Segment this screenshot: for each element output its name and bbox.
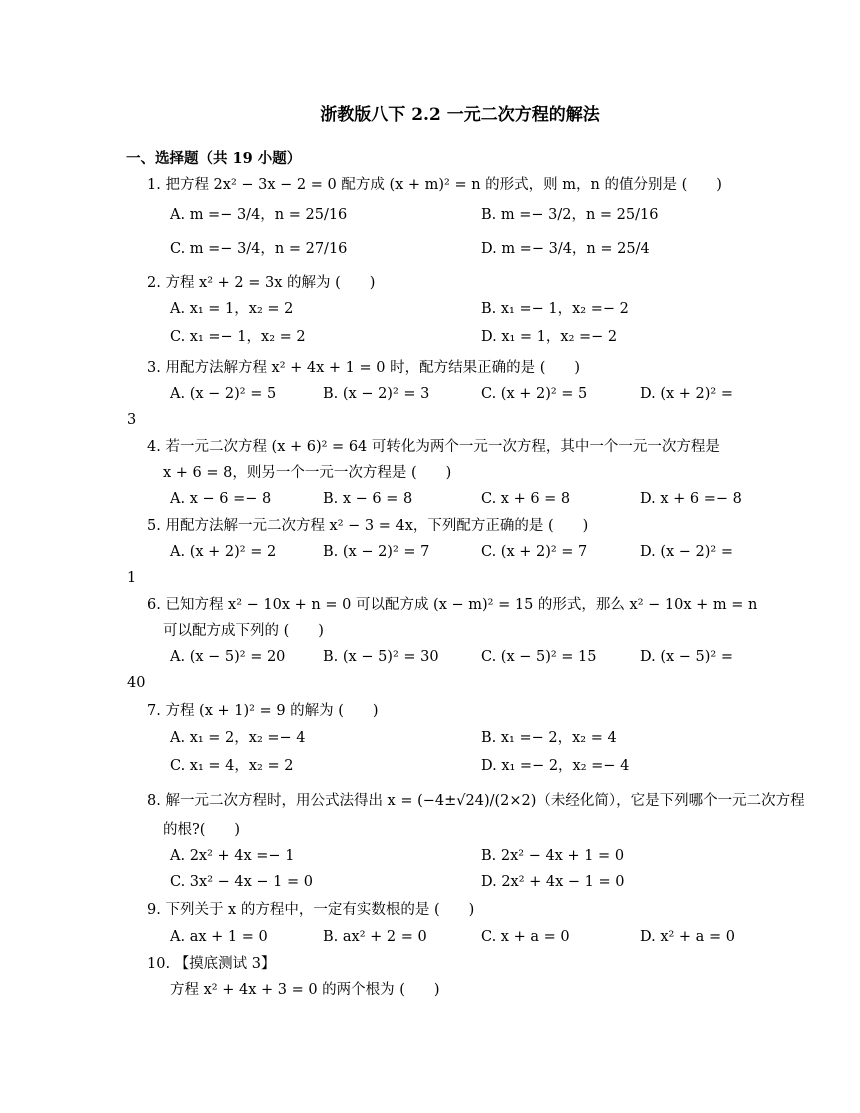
q1-option-a: A. m =− 3/4，n = 25/16: [170, 207, 348, 223]
section-heading: 一、选择题（共 19 小题）: [126, 150, 302, 167]
q1-option-b: B. m =− 3/2，n = 25/16: [481, 207, 659, 223]
q1-option-c: C. m =− 3/4，n = 27/16: [170, 241, 348, 257]
q1-option-d: D. m =− 3/4，n = 25/4: [481, 241, 650, 257]
q2-option-b: B. x₁ =− 1，x₂ =− 2: [481, 301, 629, 317]
q5-option-b: B. (x − 2)² = 7: [323, 544, 430, 560]
question-6-stem-line1: 6. 已知方程 x² − 10x + n = 0 可以配方成 (x − m)² = 15 的形式，那么 x² − 10x + m = n: [147, 597, 758, 613]
q7-option-c: C. x₁ = 4，x₂ = 2: [170, 758, 294, 774]
q6-option-a: A. (x − 5)² = 20: [170, 649, 286, 665]
question-9-stem: 9. 下列关于 x 的方程中，一定有实数根的是 ( ): [147, 902, 475, 918]
q4-option-a: A. x − 6 =− 8: [170, 491, 272, 507]
q9-option-a: A. ax + 1 = 0: [170, 929, 268, 945]
q4-option-c: C. x + 6 = 8: [481, 491, 571, 507]
question-4-stem-line2: x + 6 = 8，则另一个一元一次方程是 ( ): [163, 465, 452, 481]
q6-option-d-wrap: 40: [127, 675, 146, 691]
q7-option-b: B. x₁ =− 2，x₂ = 4: [481, 730, 617, 746]
q5-option-d: D. (x − 2)² =: [640, 544, 733, 560]
q8-option-c: C. 3x² − 4x − 1 = 0: [170, 874, 313, 890]
question-8-stem-line1: 8. 解一元二次方程时，用公式法得出 x = (−4±√24)/(2×2)（未经化简），它是下列哪个一元二次方程: [147, 793, 805, 809]
q8-option-a: A. 2x² + 4x =− 1: [170, 848, 295, 864]
question-3-stem: 3. 用配方法解方程 x² + 4x + 1 = 0 时，配方结果正确的是 ( ): [147, 360, 581, 376]
q2-option-d: D. x₁ = 1，x₂ =− 2: [481, 329, 618, 345]
question-6-stem-line2: 可以配方成下列的 ( ): [163, 623, 324, 639]
q5-option-c: C. (x + 2)² = 7: [481, 544, 588, 560]
q6-option-b: B. (x − 5)² = 30: [323, 649, 439, 665]
question-1-stem: 1. 把方程 2x² − 3x − 2 = 0 配方成 (x + m)² = n 的形式，则 m，n 的值分别是 ( ): [147, 177, 722, 193]
q8-option-d: D. 2x² + 4x − 1 = 0: [481, 874, 625, 890]
q4-option-b: B. x − 6 = 8: [323, 491, 413, 507]
q3-option-a: A. (x − 2)² = 5: [170, 386, 277, 402]
q5-option-d-wrap: 1: [127, 570, 137, 586]
q9-option-b: B. ax² + 2 = 0: [323, 929, 427, 945]
question-2-stem: 2. 方程 x² + 2 = 3x 的解为 ( ): [147, 275, 376, 291]
q3-option-c: C. (x + 2)² = 5: [481, 386, 588, 402]
question-10-stem-line2: 方程 x² + 4x + 3 = 0 的两个根为 ( ): [170, 982, 440, 998]
q9-option-c: C. x + a = 0: [481, 929, 570, 945]
page-title: 浙教版八下 2.2 一元二次方程的解法: [320, 105, 600, 125]
q7-option-a: A. x₁ = 2，x₂ =− 4: [170, 730, 306, 746]
q6-option-c: C. (x − 5)² = 15: [481, 649, 597, 665]
question-10-stem-line1: 10. 【摸底测试 3】: [147, 956, 276, 972]
question-7-stem: 7. 方程 (x + 1)² = 9 的解为 ( ): [147, 703, 379, 719]
q3-option-d: D. (x + 2)² =: [640, 386, 733, 402]
q2-option-a: A. x₁ = 1，x₂ = 2: [170, 301, 294, 317]
q4-option-d: D. x + 6 =− 8: [640, 491, 742, 507]
question-5-stem: 5. 用配方法解一元二次方程 x² − 3 = 4x，下列配方正确的是 ( ): [147, 518, 589, 534]
question-8-stem-line2: 的根?( ): [163, 822, 241, 838]
question-4-stem-line1: 4. 若一元二次方程 (x + 6)² = 64 可转化为两个一元一次方程，其中一个一元一次方程是: [147, 439, 720, 455]
q3-option-b: B. (x − 2)² = 3: [323, 386, 430, 402]
q9-option-d: D. x² + a = 0: [640, 929, 735, 945]
q8-option-b: B. 2x² − 4x + 1 = 0: [481, 848, 625, 864]
q7-option-d: D. x₁ =− 2，x₂ =− 4: [481, 758, 630, 774]
q5-option-a: A. (x + 2)² = 2: [170, 544, 277, 560]
q3-option-d-wrap: 3: [127, 412, 137, 428]
q6-option-d: D. (x − 5)² =: [640, 649, 733, 665]
q2-option-c: C. x₁ =− 1，x₂ = 2: [170, 329, 306, 345]
